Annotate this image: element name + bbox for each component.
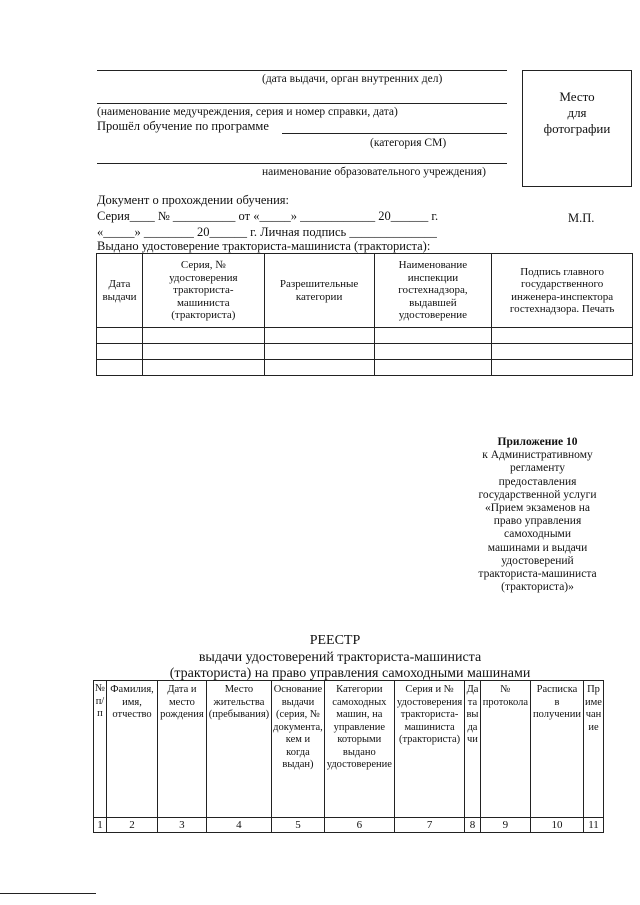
annex-line-8: машинами и выдачи — [487, 541, 588, 554]
school-line — [97, 163, 507, 164]
annex-block — [455, 436, 620, 594]
annex-line-7: самоходными — [504, 528, 571, 541]
photo-box-line-1: Место — [559, 89, 595, 104]
annex-line-9: удостоверений — [501, 554, 574, 567]
footnote-divider — [0, 893, 96, 894]
table2-number: 6 — [324, 818, 394, 833]
table2-header-residence: Место жительства (пребывания) — [206, 681, 271, 818]
issue-caption: (дата выдачи, орган внутренних дел) — [262, 73, 443, 85]
table2-header-num: № п/п — [94, 681, 107, 818]
table2-number: 9 — [480, 818, 530, 833]
annex-line-2: регламенту — [510, 462, 565, 475]
table2-header-date: Дата выдачи — [465, 681, 481, 818]
issue-line — [97, 70, 507, 71]
table2-number: 11 — [584, 818, 604, 833]
table2-header-row — [94, 681, 604, 818]
table2-number: 3 — [158, 818, 207, 833]
doc-series-line: Серия____ № __________ от «_____» ____________ 20______ г. — [97, 209, 439, 223]
table2-header-birth: Дата и место рождения — [158, 681, 207, 818]
annex-line-5: «Прием экзаменов на — [484, 502, 591, 515]
photo-box-line-3: фотографии — [543, 121, 611, 136]
table1-header-signature: Подпись главного государственного инженера-инспектора гостехнадзора. Печать — [492, 254, 633, 328]
table2-number: 10 — [530, 818, 583, 833]
table2-number: 4 — [206, 818, 271, 833]
medical-line — [97, 103, 507, 104]
table1-header-series: Серия, № удостоверения тракториста-машиниста (тракториста) — [142, 254, 264, 328]
program-line — [282, 133, 507, 134]
table2-number: 2 — [106, 818, 157, 833]
registry-title: РЕЕСТР — [309, 633, 361, 648]
annex-line-4: государственной услуги — [478, 488, 597, 501]
table2-number-row — [94, 818, 604, 833]
trained-prefix: Прошёл обучение по программе — [97, 119, 269, 133]
registry-table — [93, 680, 604, 833]
medical-caption: (наименование медучреждения, серия и номер справки, дата) — [97, 106, 398, 118]
category-caption: (категория СМ) — [370, 137, 447, 149]
table-row — [97, 328, 633, 344]
annex-line-1: к Административному — [482, 449, 593, 462]
table2-header-note: Примечание — [584, 681, 604, 818]
table2-number: 1 — [94, 818, 107, 833]
table2-header-protocol: № протокола — [480, 681, 530, 818]
table2-number: 7 — [394, 818, 464, 833]
photo-box-line-2: для — [567, 105, 587, 120]
table2-header-name: Фамилия, имя, отчество — [106, 681, 157, 818]
table1-header-row — [97, 254, 633, 328]
annex-line-3: предоставления — [498, 475, 577, 488]
table2-header-categories: Категории самоходных машин, на управление которыми выдано удостоверение — [324, 681, 394, 818]
table1-header-inspection: Наименование инспекции гостехнадзора, выдавшей удостоверение — [374, 254, 492, 328]
issued-licenses-table — [96, 253, 633, 376]
table1-header-categories: Разрешительные категории — [264, 254, 374, 328]
annex-title: Приложение 10 — [497, 436, 578, 448]
doc-mp: М.П. — [568, 211, 595, 225]
table2-number: 8 — [465, 818, 481, 833]
annex-line-11: (тракториста)» — [501, 581, 574, 594]
annex-line-10: тракториста-машиниста — [478, 568, 597, 581]
doc-title: Документ о прохождении обучения: — [97, 193, 290, 207]
doc-date-line: «_____» ________ 20______ г. Личная подпись ______________ — [97, 225, 437, 239]
table2-number: 5 — [272, 818, 325, 833]
school-caption: наименование образовательного учреждения) — [262, 166, 486, 178]
table-row — [97, 360, 633, 376]
registry-subtitle-2: (тракториста) на право управления самоходными машинами — [169, 666, 531, 681]
photo-box — [522, 70, 632, 187]
registry-subtitle-1: выдачи удостоверений тракториста-машиниста — [198, 650, 482, 665]
annex-line-6: право управления — [493, 515, 582, 528]
doc-issued-line: Выдано удостоверение тракториста-машиниста (тракториста): — [97, 239, 431, 253]
table2-header-receipt: Расписка в получении — [530, 681, 583, 818]
table2-header-series: Серия и № удостоверения тракториста-машиниста (тракториста) — [394, 681, 464, 818]
table1-header-date: Дата выдачи — [97, 254, 143, 328]
table-row — [97, 344, 633, 360]
table2-header-basis: Основание выдачи (серия, № документа, кем и когда выдан) — [272, 681, 325, 818]
